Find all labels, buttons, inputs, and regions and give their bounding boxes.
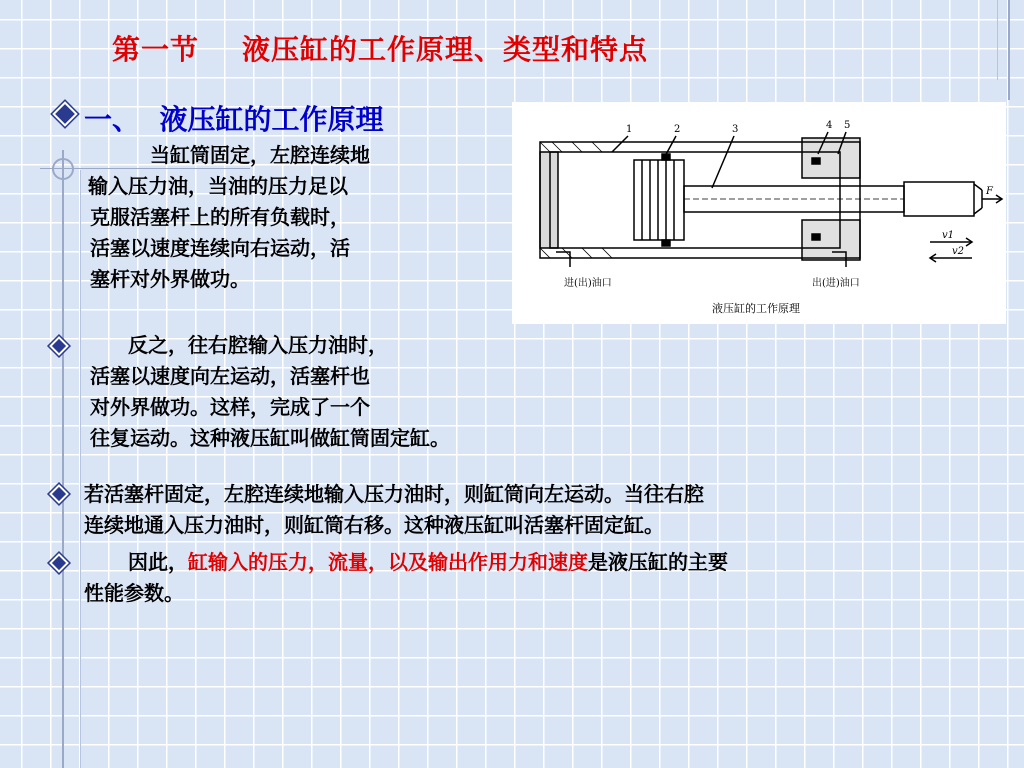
decorative-left-line-thin	[80, 170, 81, 768]
velocity-v2-label: v2	[952, 246, 965, 257]
paragraph-3-line: 若活塞杆固定，左腔连续地输入压力油时，则缸筒向左运动。当往右腔	[84, 482, 704, 506]
part-number-label: 3	[732, 124, 739, 135]
decorative-circle	[52, 158, 74, 180]
paragraph-3-line: 连续地通入压力油时，则缸筒右移。这种液压缸叫活塞杆固定缸。	[84, 513, 664, 537]
outlet-port-label: 出(进)油口	[812, 278, 860, 289]
part-number-label: 5	[844, 120, 851, 131]
decorative-right-line	[1008, 0, 1010, 100]
paragraph-1-line: 克服活塞杆上的所有负载时，	[90, 205, 350, 229]
cylinder-drawing	[512, 102, 1006, 324]
paragraph-4-line: 性能参数。	[84, 581, 184, 605]
paragraph-4-suffix: 是液压缸的主要	[588, 550, 728, 574]
paragraph-2-line: 活塞以速度向左运动，活塞杆也	[90, 364, 370, 388]
paragraph-1-line: 当缸筒固定，左腔连续地	[150, 143, 370, 167]
figure-caption: 液压缸的工作原理	[712, 302, 800, 315]
paragraph-1-line: 活塞以速度连续向右运动，活	[90, 236, 350, 260]
paragraph-4-line	[128, 547, 728, 578]
paragraph-2-line: 往复运动。这种液压缸叫做缸筒固定缸。	[90, 426, 450, 450]
paragraph-1-line: 输入压力油，当油的压力足以	[88, 174, 348, 198]
diamond-bullet-icon	[49, 484, 69, 504]
decorative-right-line-thin	[997, 0, 998, 80]
diamond-bullet-icon	[49, 336, 69, 356]
diamond-bullet-icon	[52, 101, 77, 126]
diamond-bullet-icon	[49, 553, 69, 573]
paragraph-2-line: 反之，往右腔输入压力油时，	[128, 333, 388, 357]
decorative-left-line	[62, 150, 64, 768]
part-number-label: 1	[626, 124, 633, 135]
section-heading: 一、 液压缸的工作原理	[84, 103, 384, 136]
part-number-label: 4	[826, 120, 833, 131]
slide-title: 第一节 液压缸的工作原理、类型和特点	[112, 33, 648, 66]
cylinder-diagram	[512, 102, 1006, 324]
paragraph-2-line: 对外界做功。这样，完成了一个	[90, 395, 370, 419]
force-label: F	[986, 186, 993, 197]
paragraph-1-line: 塞杆对外界做功。	[90, 267, 250, 291]
inlet-port-label: 进(出)油口	[564, 278, 612, 289]
velocity-v1-label: v1	[942, 230, 955, 241]
highlighted-parameters: 缸输入的压力，流量，以及输出作用力和速度	[188, 550, 588, 574]
paragraph-4-prefix: 因此，	[128, 550, 188, 574]
part-number-label: 2	[674, 124, 681, 135]
